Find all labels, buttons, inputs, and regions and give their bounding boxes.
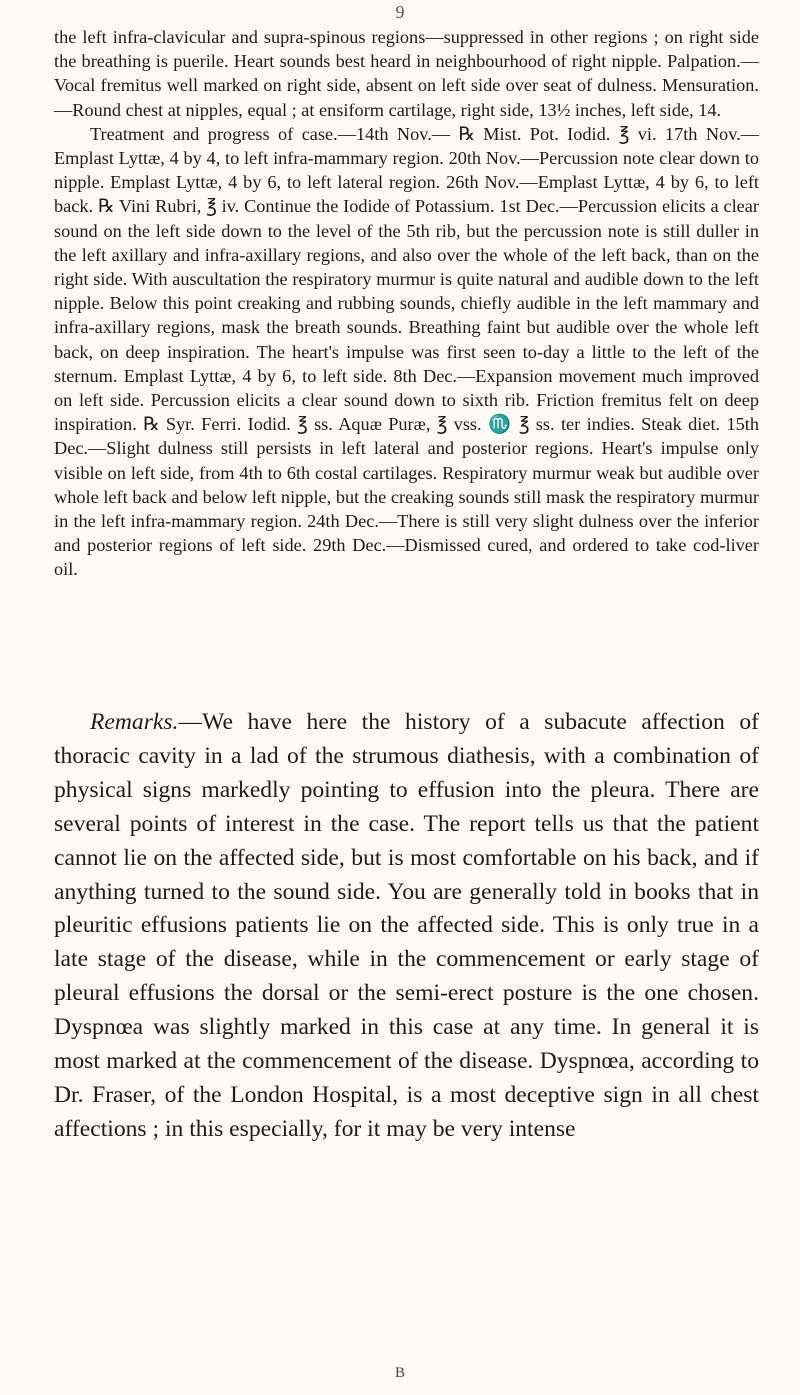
case-paragraph-continuation: the left infra-clavicular and supra-spinous regions—suppressed in other regions ; on right side the breathing is puerile. Heart sounds best heard in neighbourhood of right nipple. Palpation.—Vocal fremitus well marked on right side, absent on left side over seat of dulness. Mensuration.—Round chest at nipples, equal ; at ensiform cartilage, right side, 13½ inches, left side, 14. [54,27,759,120]
remarks-heading: Remarks. [90,709,179,735]
signature-mark: B [394,1365,405,1381]
page-number: 9 [395,2,405,22]
case-paragraph-treatment: Treatment and progress of case.—14th Nov.— ℞ Mist. Pot. Iodid. ℥ vi. 17th Nov.—Emplast Lyttæ, 4 by 4, to left infra-mammary region. 20th Nov.—Percussion note clear down to nipple. Emplast Lyttæ, 4 by 6, to left lateral region. 26th Nov.—Emplast Lyttæ, 4 by 6, to left back. ℞ Vini Rubri, ℥ iv. Continue the Iodide of Potassium. 1st Dec.—Percussion elicits a clear sound on the left side down to the level of the 5th rib, but the percussion note is still duller in the left axillary and infra-axillary regions, and also over the whole of the left back, than on the right side. With auscultation the respiratory murmur is quite natural and audible down to the left nipple. Below this point creaking and rubbing sounds, chiefly audible in the left mammary and infra-axillary regions, mask the breath sounds. Breathing faint but audible over the whole left back, on deep inspiration. The heart's impulse was first seen to-day a little to the left of the sternum. Emplast Lyttæ, 4 by 6, to left side. 8th Dec.—Expansion movement much improved on left side. Percussion elicits a clear sound down to sixth rib. Friction fremitus felt on deep inspiration. ℞ Syr. Ferri. Iodid. ℥ ss. Aquæ Puræ, ℥ vss. ♏ ℥ ss. ter indies. Steak diet. 15th Dec.—Slight dulness still persists in left lateral and posterior regions. Heart's impulse only visible on left side, from 4th to 6th costal cartilages. Respiratory murmur weak but audible over whole left back and below left nipple, but the creaking sounds still mask the respiratory murmur in the left infra-mammary region. 24th Dec.—There is still very slight dulness over the inferior and posterior regions of left side. 29th Dec.—Dismissed cured, and ordered to take cod-liver oil. [54,123,759,580]
remarks-section [54,706,759,1147]
case-report [54,25,759,582]
remarks-text: —We have here the history of a subacute affection of thoracic cavity in a lad of the strumous diathesis, with a combination of physical signs markedly pointing to effusion into the pleura. There are several points of interest in the case. The report tells us that the patient cannot lie on the affected side, but is most comfortable on his back, and if anything turned to the sound side. You are generally told in books that in pleuritic effusions patients lie on the affected side. This is only true in a late stage of the disease, while in the commencement or early stage of pleural effusions the dorsal or the semi-erect posture is the one chosen. Dyspnœa was slightly marked in this case at any time. In general it is most marked at the commencement of the disease. Dyspnœa, according to Dr. Fraser, of the London Hospital, is a most deceptive sign in all chest affections ; in this especially, for it may be very intense [54,709,759,1142]
remarks-paragraph [54,706,759,1147]
